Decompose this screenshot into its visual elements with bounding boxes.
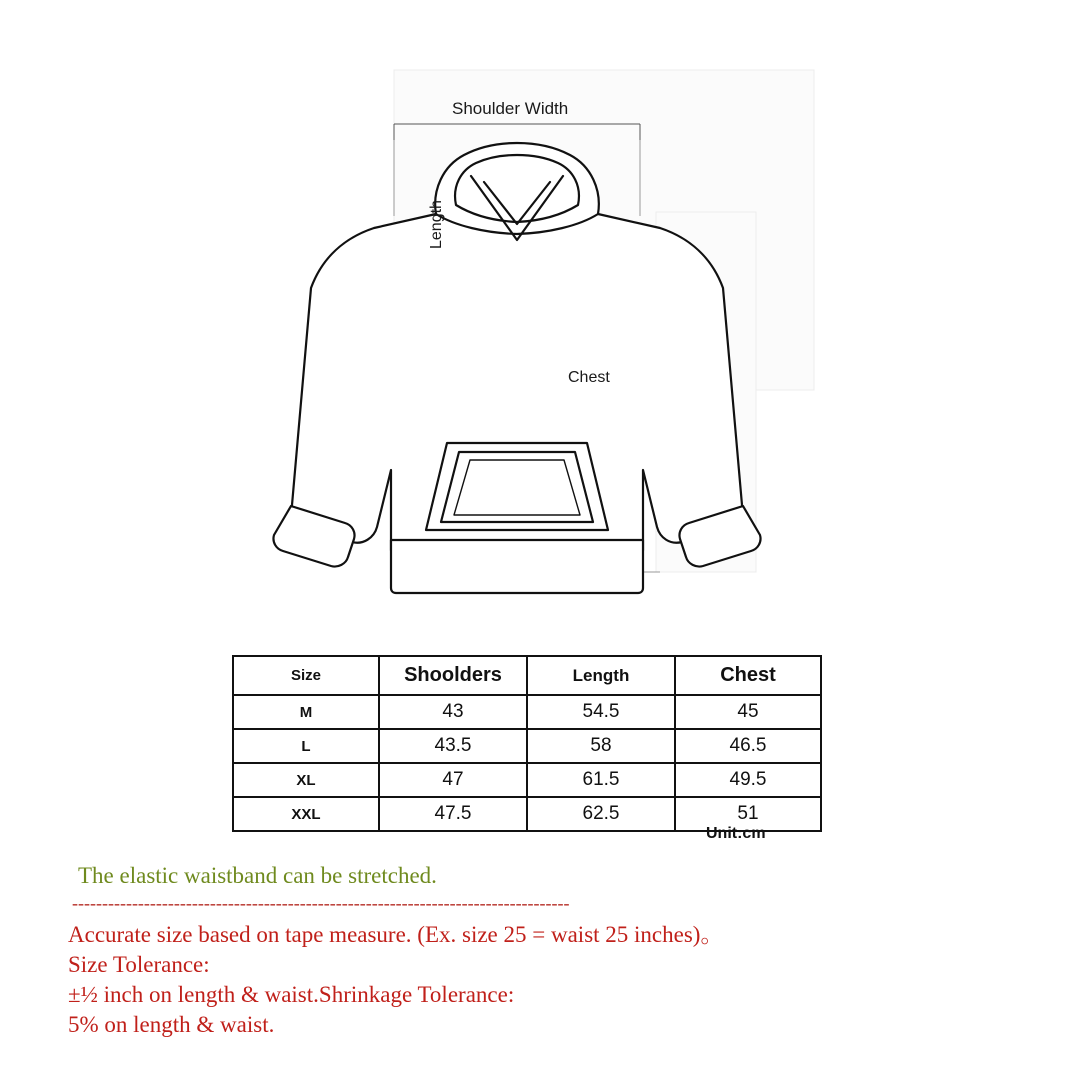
cell-length-m: 54.5	[527, 695, 675, 729]
size-chart-table-wrapper	[232, 655, 820, 832]
cell-chest-xl: 49.5	[675, 763, 821, 797]
elastic-waistband-note: The elastic waistband can be stretched.	[78, 863, 437, 888]
cell-size-m: M	[233, 695, 379, 729]
pocket-outer	[426, 443, 608, 530]
size-chart-table	[232, 655, 822, 832]
header-shoulders: Shoolders	[379, 656, 527, 695]
note-accurate-size: Accurate size based on tape measure. (Ex. size 25 = waist 25 inches)。	[68, 922, 724, 947]
cell-shoulders-m: 43	[379, 695, 527, 729]
cell-length-xxl: 62.5	[527, 797, 675, 831]
table-row	[233, 763, 821, 797]
waistband	[391, 540, 643, 593]
header-length: Length	[527, 656, 675, 695]
cell-size-l: L	[233, 729, 379, 763]
note-shrinkage-value: 5% on length & waist.	[68, 1012, 275, 1037]
chest-label: Chest	[568, 369, 610, 386]
shoulder-width-label: Shoulder Width	[452, 99, 569, 118]
table-header-row	[233, 656, 821, 695]
hood-inner	[455, 155, 579, 222]
cell-chest-m: 45	[675, 695, 821, 729]
table-row	[233, 695, 821, 729]
header-chest: Chest	[675, 656, 821, 695]
cell-shoulders-l: 43.5	[379, 729, 527, 763]
note-size-tolerance-value: ±½ inch on length & waist.Shrinkage Tolerance:	[68, 982, 515, 1007]
note-size-tolerance-title: Size Tolerance:	[68, 952, 210, 977]
length-label: Length	[428, 200, 445, 249]
cell-chest-l: 46.5	[675, 729, 821, 763]
dashed-separator: -----------------------------------------------------------------------------------	[72, 893, 570, 911]
cell-length-xl: 61.5	[527, 763, 675, 797]
size-notes	[68, 920, 998, 1040]
cell-shoulders-xxl: 47.5	[379, 797, 527, 831]
cell-chest-xxl: 51	[675, 797, 821, 831]
cell-size-xl: XL	[233, 763, 379, 797]
cell-size-xxl: XXL	[233, 797, 379, 831]
table-row	[233, 729, 821, 763]
cell-shoulders-xl: 47	[379, 763, 527, 797]
cell-length-l: 58	[527, 729, 675, 763]
unit-label: Unit:cm	[706, 825, 766, 842]
header-size: Size	[233, 656, 379, 695]
